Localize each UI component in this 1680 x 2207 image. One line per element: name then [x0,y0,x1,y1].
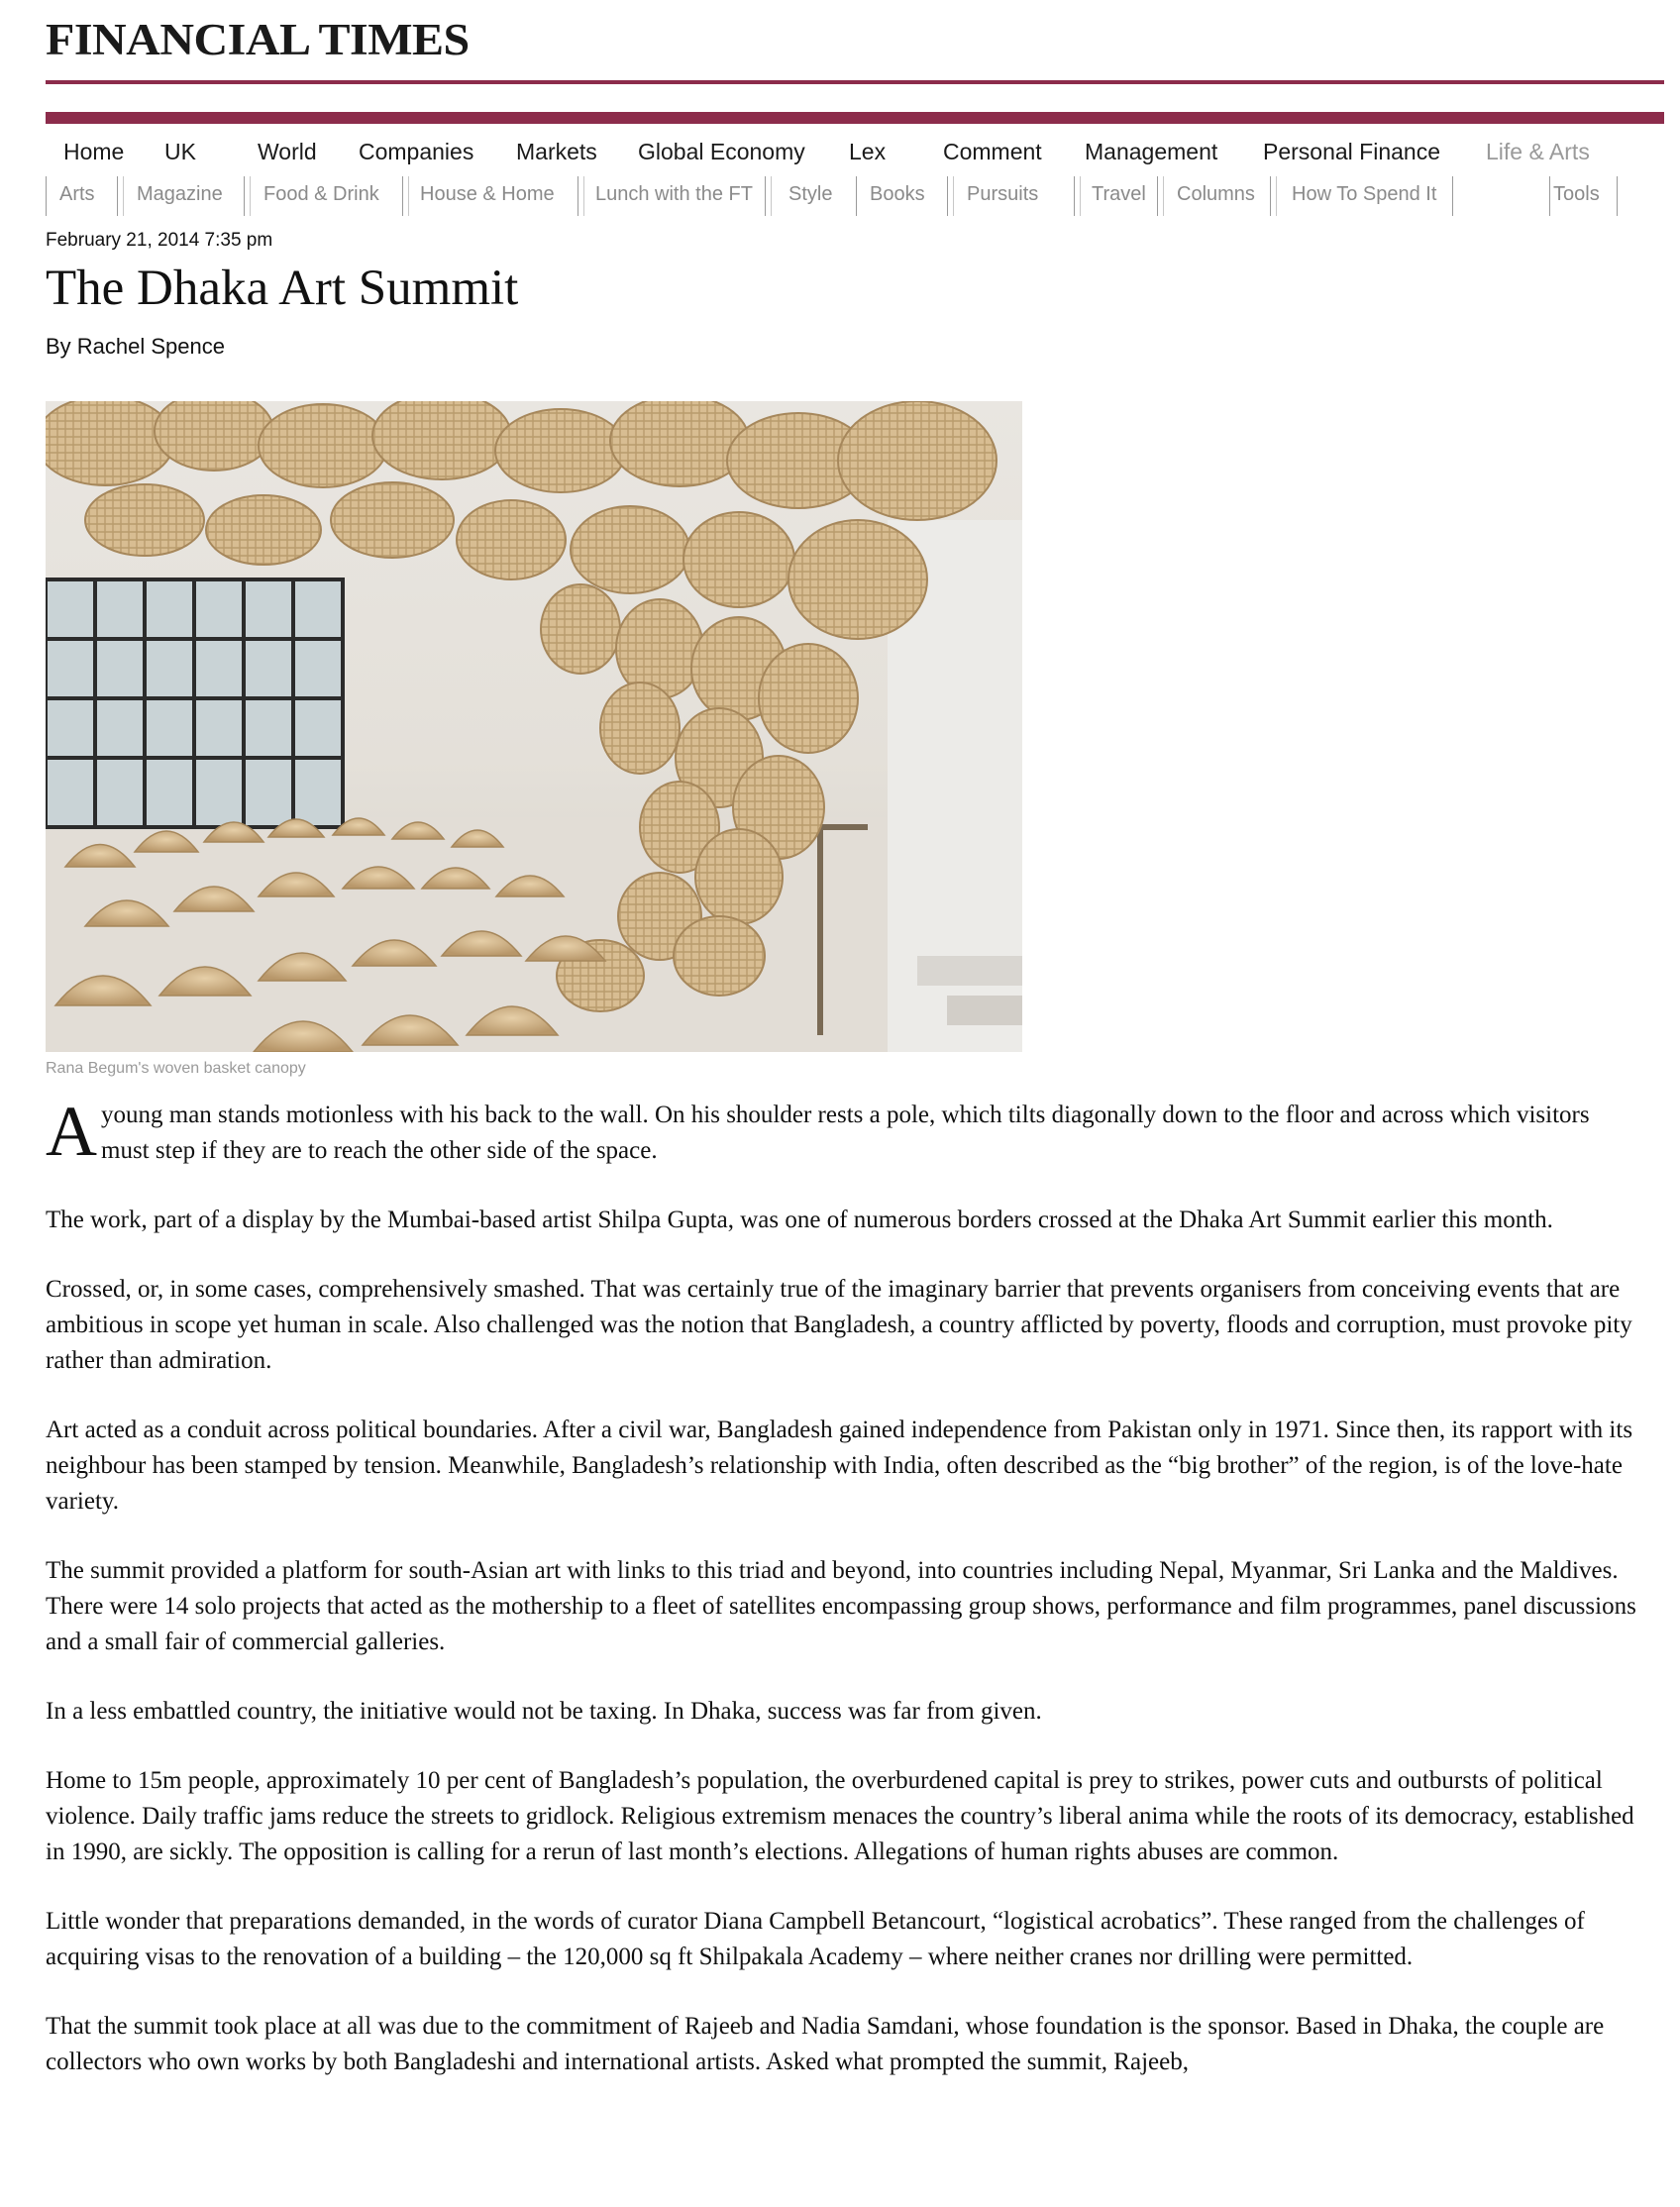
nav-item-management[interactable]: Management [1085,139,1218,164]
nav-divider [46,176,47,216]
nav-divider [771,176,772,216]
nav-divider [1080,176,1081,216]
nav-divider [1452,176,1453,216]
nav-item-life-arts[interactable]: Life & Arts [1486,139,1590,164]
article-paragraph: Art acted as a conduit across political boundaries. After a civil war, Bangladesh gained independence from Pakistan only in 1971. Since then, its rapport with its neighbour has been stamped by tension. Meanwhile, Bangladesh’s relationship with India, often described as the “big brother” of the region, is of the love-hate variety. [46,1417,1633,1515]
nav-item-global-economy[interactable]: Global Economy [638,139,805,164]
subnav-label: Style [788,183,833,205]
subnav-label: How To Spend It [1292,183,1437,205]
nav-divider [408,176,409,216]
nav-divider [856,176,857,216]
window-grid [46,579,343,827]
primary-nav [63,139,1648,172]
article-paragraph: Little wonder that preparations demanded, in the words of curator Diana Campbell Betancourt, “logistical acrobatics”. These ranged from the challenges of acquiring visas to the renovation of a building – the 120,000 sq ft Shilpakala Academy – where neither cranes nor drilling were permitted. [46,1908,1585,1970]
nav-divider [1549,176,1550,216]
article-paragraph: Crossed, or, in some cases, comprehensively smashed. That was certainly true of the imaginary barrier that prevents organisers from conceiving events that are ambitious in scope yet human in scale. Also challenged was the notion that Bangladesh, a country afflicted by poverty, floods and corruption, must provoke pity rather than admiration. [46,1276,1632,1374]
article-paragraph: That the summit took place at all was due to the commitment of Rajeeb and Nadia Samdani, whose foundation is the sponsor. Based in Dhaka, the couple are collectors who own works by both Bangladeshi and international artists. Asked what prompted the summit, Rajeeb, [46,2013,1605,2075]
first-paragraph-text: young man stands motionless with his back to the wall. On his shoulder rests a pole, which tilts diagonally down to the floor and across which visitors must step if they are to reach the other side of the space. [101,1102,1590,1164]
article-paragraph: In a less embattled country, the initiative would not be taxing. In Dhaka, success was far from given. [46,1698,1042,1725]
basket-installation-illustration [46,401,1022,1052]
nav-divider [244,176,245,216]
nav-item-lex[interactable]: Lex [849,139,887,164]
article-body [46,1092,1640,2114]
article-byline[interactable]: By Rachel Spence [46,334,225,359]
article-paragraph: The summit provided a platform for south-Asian art with links to this triad and beyond, into countries including Nepal, Myanmar, Sri Lanka and the Maldives. There were 14 solo projects that acted as the mothership to a fleet of satellites encompassing group shows, performance and film programmes, panel discussions and a small fair of commercial galleries. [46,1557,1636,1655]
nav-item-uk[interactable]: UK [164,139,196,164]
subnav-label: House & Home [420,183,555,205]
nav-divider [402,176,403,216]
nav-divider [250,176,251,216]
nav-divider [1074,176,1075,216]
nav-divider [1617,176,1618,216]
nav-item-companies[interactable]: Companies [359,139,474,164]
nav-item-comment[interactable]: Comment [943,139,1042,164]
subnav-label: Travel [1092,183,1146,205]
nav-item-home[interactable]: Home [63,139,125,164]
image-caption: Rana Begum's woven basket canopy [46,1060,306,1077]
nav-item-markets[interactable]: Markets [516,139,597,164]
nav-item-personal-finance[interactable]: Personal Finance [1263,139,1440,164]
article-date: February 21, 2014 7:35 pm [46,230,273,251]
subnav-label: Columns [1177,183,1255,205]
article-image [46,401,1022,1052]
nav-top-rule [46,112,1664,124]
nav-divider [117,176,118,216]
nav-divider [1163,176,1164,216]
masthead-logo[interactable]: FINANCIAL TIMES [46,14,470,65]
subnav-label: Food & Drink [263,183,379,205]
article-paragraph: Home to 15m people, approximately 10 per cent of Bangladesh’s population, the overburdened capital is prey to strikes, power cuts and outbursts of political violence. Daily traffic jams reduce the streets to gridlock. Religious extremism menaces the country’s liberal anima while the roots of its democracy, established in 1990, are sickly. The opposition is calling for a rerun of last month’s elections. Allegations of human rights abuses are common. [46,1767,1634,1865]
subnav-label: Arts [59,183,95,205]
nav-divider [765,176,766,216]
article-paragraph: The work, part of a display by the Mumbai-based artist Shilpa Gupta, was one of numerous borders crossed at the Dhaka Art Summit earlier this month. [46,1207,1553,1233]
article-paragraph-first [46,1092,1640,1171]
secondary-nav [46,176,1670,216]
nav-divider [1157,176,1158,216]
nav-divider [123,176,124,216]
nav-divider [947,176,948,216]
subnav-label: Lunch with the FT [595,183,753,205]
subnav-label: Magazine [137,183,223,205]
nav-item-world[interactable]: World [258,139,317,164]
drop-cap: A [46,1092,97,1171]
subnav-label: Books [870,183,925,205]
nav-divider [1270,176,1271,216]
nav-divider [583,176,584,216]
subnav-label: Tools [1553,183,1600,205]
nav-divider [1276,176,1277,216]
article-headline: The Dhaka Art Summit [46,261,519,316]
masthead-rule [46,80,1664,84]
subnav-label: Pursuits [967,183,1039,205]
nav-divider [953,176,954,216]
